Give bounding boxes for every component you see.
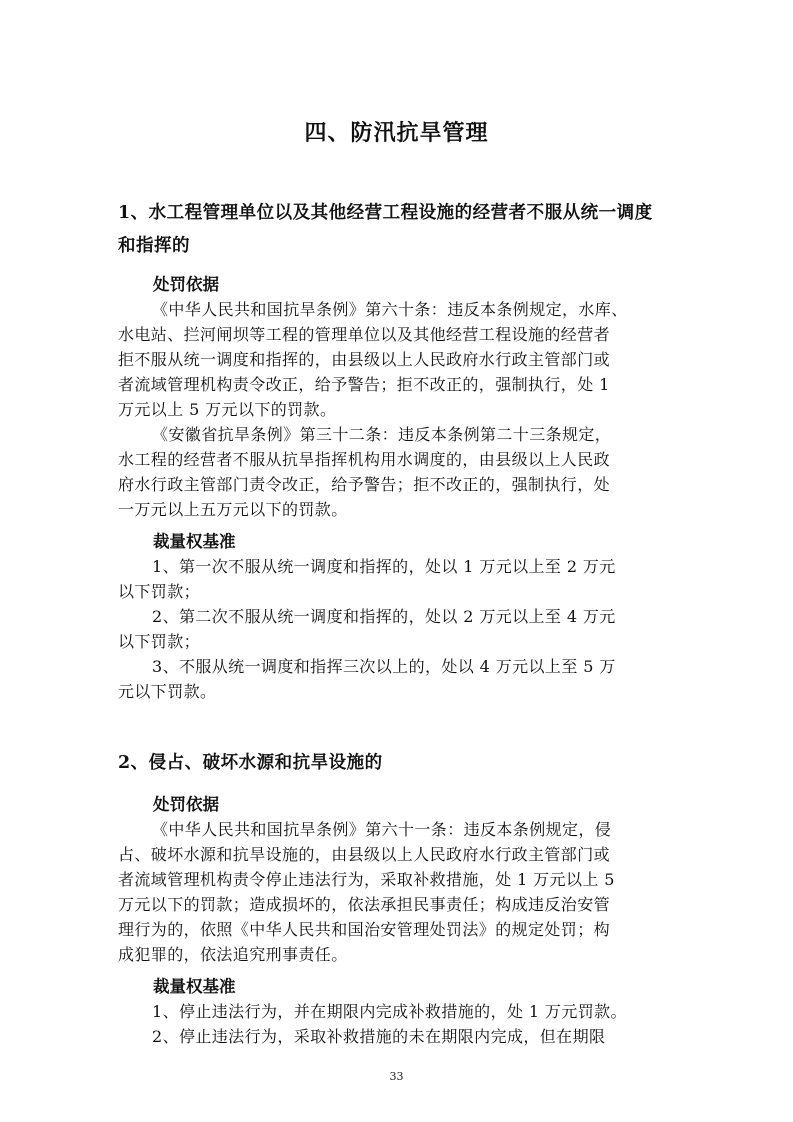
body-line: 1、停止违法行为，并在期限内完成补救措施的，处 1 万元罚款。	[152, 1002, 627, 1021]
body-line: 者流域管理机构责令停止违法行为，采取补救措施，处 1 万元以上 5	[118, 870, 615, 889]
section-title-line: 2、侵占、破坏水源和抗旱设施的	[118, 753, 383, 773]
discretion-standard-heading: 裁量权基准	[153, 977, 236, 996]
body-line: 府水行政主管部门责令改正，给予警告；拒不改正的，强制执行，处	[118, 475, 611, 494]
section-title-line: 1、水工程管理单位以及其他经营工程设施的经营者不服从统一调度	[118, 203, 653, 223]
penalty-basis-heading: 处罚依据	[153, 275, 219, 294]
body-line: 理行为的，依照《中华人民共和国治安管理处罚法》的规定处罚；构	[118, 920, 611, 939]
body-line: 2、停止违法行为，采取补救措施的未在期限内完成，但在期限	[152, 1027, 606, 1046]
body-line: 2、第二次不服从统一调度和指挥的，处以 2 万元以上至 4 万元	[152, 607, 616, 626]
penalty-basis-heading: 处罚依据	[153, 795, 219, 814]
body-line: 《中华人民共和国抗旱条例》第六十条：违反本条例规定，水库、	[152, 300, 628, 319]
body-line: 以下罚款；	[118, 632, 201, 651]
body-line: 《安徽省抗旱条例》第三十二条：违反本条例第二十三条规定，	[152, 425, 612, 444]
body-line: 3、不服从统一调度和指挥三次以上的，处以 4 万元以上至 5 万	[152, 657, 616, 676]
page-number: 33	[389, 1070, 404, 1083]
body-line: 万元以下的罚款；造成损坏的，依法承担民事责任；构成违反治安管	[118, 895, 611, 914]
body-line: 元以下罚款。	[118, 682, 217, 701]
body-line: 《中华人民共和国抗旱条例》第六十一条：违反本条例规定，侵	[152, 820, 612, 839]
discretion-standard-heading: 裁量权基准	[153, 532, 236, 551]
body-line: 一万元以上五万元以下的罚款。	[118, 500, 348, 519]
body-line: 成犯罪的，依法追究刑事责任。	[118, 945, 348, 964]
body-line: 者流域管理机构责令改正，给予警告；拒不改正的，强制执行，处 1	[118, 375, 610, 394]
body-line: 万元以上 5 万元以下的罚款。	[118, 400, 337, 419]
body-line: 占、破坏水源和抗旱设施的，由县级以上人民政府水行政主管部门或	[118, 845, 611, 864]
chapter-title: 四、防汛抗旱管理	[304, 120, 489, 146]
body-line: 拒不服从统一调度和指挥的，由县级以上人民政府水行政主管部门或	[118, 350, 611, 369]
body-line: 以下罚款；	[118, 582, 201, 601]
body-line: 水电站、拦河闸坝等工程的管理单位以及其他经营工程设施的经营者	[118, 325, 611, 344]
body-line: 1、第一次不服从统一调度和指挥的，处以 1 万元以上至 2 万元	[152, 557, 616, 576]
section-title-line: 和指挥的	[118, 236, 190, 256]
body-line: 水工程的经营者不服从抗旱指挥机构用水调度的，由县级以上人民政	[118, 450, 611, 469]
